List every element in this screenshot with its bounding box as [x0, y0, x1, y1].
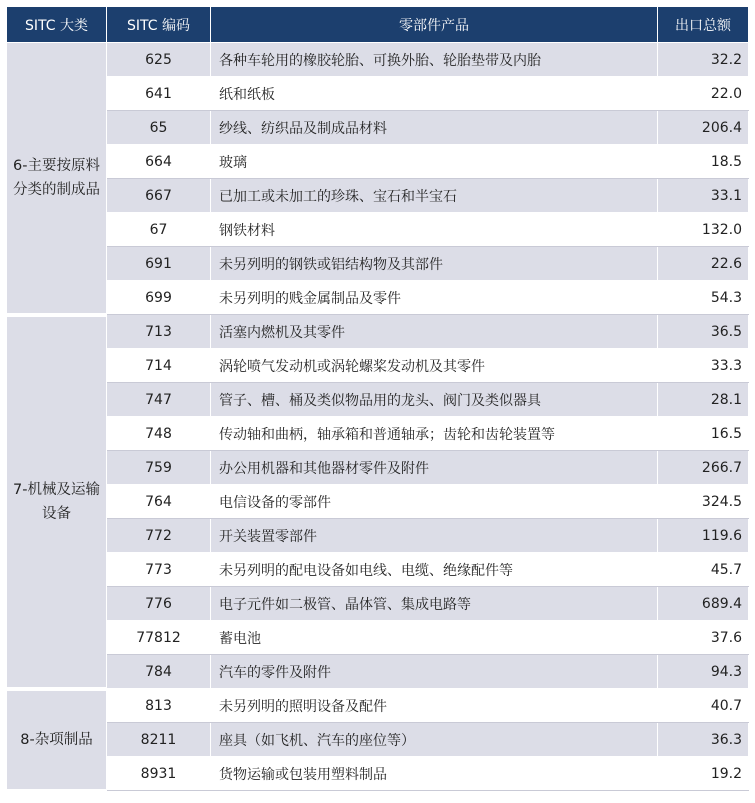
product-cell: 已加工或未加工的珍珠、宝石和半宝石 [211, 179, 658, 213]
header-code: SITC 编码 [107, 7, 211, 43]
table-row [7, 587, 749, 621]
table-row [7, 77, 749, 111]
table-row [7, 519, 749, 553]
value-cell: 324.5 [658, 485, 749, 519]
product-cell: 未另列明的配电设备如电线、电缆、绝缘配件等 [211, 553, 658, 587]
header-category: SITC 大类 [7, 7, 107, 43]
category-cell: 7-机械及运输设备 [7, 315, 107, 689]
product-cell: 纸和纸板 [211, 77, 658, 111]
code-cell: 713 [107, 315, 211, 349]
value-cell: 18.5 [658, 145, 749, 179]
header-product: 零部件产品 [211, 7, 658, 43]
code-cell: 8931 [107, 757, 211, 791]
product-cell: 玻璃 [211, 145, 658, 179]
table-row [7, 553, 749, 587]
code-cell: 67 [107, 213, 211, 247]
product-cell: 纱线、纺织品及制成品材料 [211, 111, 658, 145]
table-row [7, 655, 749, 689]
product-cell: 各种车轮用的橡胶轮胎、可换外胎、轮胎垫带及内胎 [211, 43, 658, 77]
table-row [7, 485, 749, 519]
product-cell: 未另列明的照明设备及配件 [211, 689, 658, 723]
value-cell: 22.0 [658, 77, 749, 111]
product-cell: 管子、槽、桶及类似物品用的龙头、阀门及类似器具 [211, 383, 658, 417]
code-cell: 748 [107, 417, 211, 451]
value-cell: 94.3 [658, 655, 749, 689]
product-cell: 开关装置零部件 [211, 519, 658, 553]
value-cell: 36.3 [658, 723, 749, 757]
code-cell: 641 [107, 77, 211, 111]
product-cell: 传动轴和曲柄，轴承箱和普通轴承；齿轮和齿轮装置等 [211, 417, 658, 451]
code-cell: 625 [107, 43, 211, 77]
code-cell: 65 [107, 111, 211, 145]
export-table [6, 6, 749, 793]
value-cell: 45.7 [658, 553, 749, 587]
code-cell: 764 [107, 485, 211, 519]
product-cell: 未另列明的钢铁或铝结构物及其部件 [211, 247, 658, 281]
product-cell: 座具（如飞机、汽车的座位等） [211, 723, 658, 757]
code-cell: 747 [107, 383, 211, 417]
value-cell: 54.3 [658, 281, 749, 315]
table-row [7, 757, 749, 791]
value-cell: 40.7 [658, 689, 749, 723]
table-row [7, 349, 749, 383]
header-value: 出口总额 [658, 7, 749, 43]
code-cell: 8211 [107, 723, 211, 757]
product-cell: 办公用机器和其他器材零件及附件 [211, 451, 658, 485]
product-cell: 汽车的零件及附件 [211, 655, 658, 689]
code-cell: 813 [107, 689, 211, 723]
table-row [7, 43, 749, 77]
table-body [7, 43, 749, 791]
category-cell: 6-主要按原料分类的制成品 [7, 43, 107, 315]
product-cell: 钢铁材料 [211, 213, 658, 247]
table-row [7, 621, 749, 655]
value-cell: 132.0 [658, 213, 749, 247]
product-cell: 电子元件如二极管、晶体管、集成电路等 [211, 587, 658, 621]
table-row [7, 689, 749, 723]
value-cell: 22.6 [658, 247, 749, 281]
value-cell: 33.3 [658, 349, 749, 383]
value-cell: 266.7 [658, 451, 749, 485]
code-cell: 664 [107, 145, 211, 179]
product-cell: 涡轮喷气发动机或涡轮螺桨发动机及其零件 [211, 349, 658, 383]
table-row [7, 723, 749, 757]
value-cell: 16.5 [658, 417, 749, 451]
product-cell: 蓄电池 [211, 621, 658, 655]
product-cell: 电信设备的零部件 [211, 485, 658, 519]
table-row [7, 315, 749, 349]
code-cell: 759 [107, 451, 211, 485]
code-cell: 699 [107, 281, 211, 315]
table-row [7, 451, 749, 485]
table-row [7, 145, 749, 179]
product-cell: 货物运输或包装用塑料制品 [211, 757, 658, 791]
code-cell: 714 [107, 349, 211, 383]
code-cell: 691 [107, 247, 211, 281]
value-cell: 37.6 [658, 621, 749, 655]
value-cell: 119.6 [658, 519, 749, 553]
header-row [7, 7, 749, 43]
product-cell: 活塞内燃机及其零件 [211, 315, 658, 349]
value-cell: 689.4 [658, 587, 749, 621]
value-cell: 28.1 [658, 383, 749, 417]
table-row [7, 179, 749, 213]
code-cell: 667 [107, 179, 211, 213]
value-cell: 19.2 [658, 757, 749, 791]
table-row [7, 417, 749, 451]
value-cell: 36.5 [658, 315, 749, 349]
value-cell: 32.2 [658, 43, 749, 77]
table-row [7, 111, 749, 145]
code-cell: 773 [107, 553, 211, 587]
table-row [7, 383, 749, 417]
value-cell: 206.4 [658, 111, 749, 145]
product-cell: 未另列明的贱金属制品及零件 [211, 281, 658, 315]
code-cell: 772 [107, 519, 211, 553]
category-cell: 8-杂项制品 [7, 689, 107, 791]
code-cell: 776 [107, 587, 211, 621]
table-row [7, 247, 749, 281]
code-cell: 77812 [107, 621, 211, 655]
value-cell: 33.1 [658, 179, 749, 213]
code-cell: 784 [107, 655, 211, 689]
table-row [7, 281, 749, 315]
table-row [7, 213, 749, 247]
